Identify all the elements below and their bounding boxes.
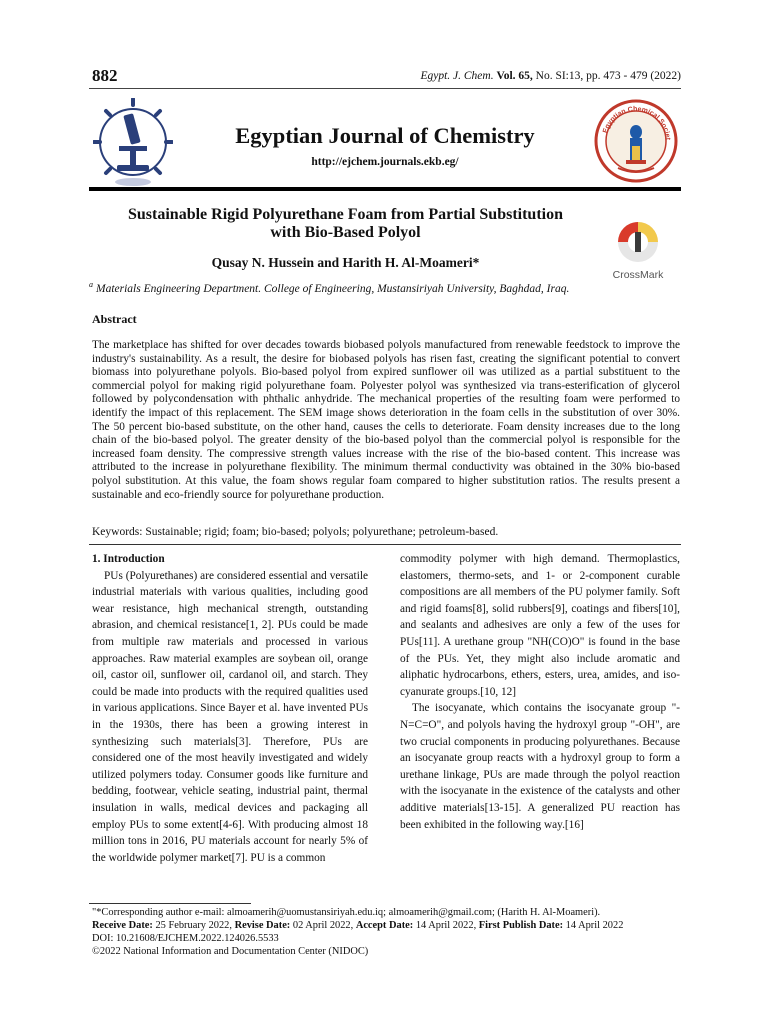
crossmark-icon: [608, 220, 668, 264]
article-title: [93, 206, 598, 242]
header-rule: [89, 88, 681, 89]
doi[interactable]: DOI: 10.21608/EJCHEM.2022.124026.5533: [92, 933, 279, 944]
abstract-separator: [89, 544, 681, 545]
abstract-text: The marketplace has shifted for over decades towards biobased polyols manufactured from renewable feedstock to improve the industry's sustainability. As a result, the desire for biobased polyols has risen fast, creating the significant potential to convert biomass into polyurethane polyols. Bio-based polyol from expired sunflower oil was utilized as a partial substituent to the commercial polyol for making rigid polyurethane foam. Polyester polyol was synthesized via trans-esterification of glycerol followed by polycondensation with phthalic anhydride. The mechanical properties of the resulting foam were performed to identify the impact of this replacement. The SEM image shows deterioration in the foam cells in the substitution of over 30%. The 50 percent bio-based substitute, on the other hand, causes the cells to deteriorate. Foam density increases due to the long chain of the bio-based polyol. The greater density of the bio-based polyol than the commercial polyol is responsible for the increased foam density. The compressive strength values increase with the rise of the bio-based content. This increase was attributed to the increase in polyurethane flexibility. The minimum thermal conductivity was obtained in the 30% bio-based polyol substitution. At this value, the foam shows regular foam compared to higher substitution ratios. The results present a sustainable and eco-friendly source for polyurethane production.: [92, 339, 680, 501]
society-logo-text: Egyptian Chemical Societ: [602, 105, 672, 141]
section-heading-introduction: 1. Introduction: [92, 553, 165, 565]
article-title-line2: with Bio-Based Polyol: [270, 224, 421, 241]
article-title-line1: Sustainable Rigid Polyurethane Foam from Partial Substitution: [128, 206, 563, 223]
article-authors: Qusay N. Hussein and Harith H. Al-Moameri*: [211, 255, 480, 270]
intro-paragraph-3: The isocyanate, which contains the isocyanate group "-N=C=O", and polyols having the hydroxyl group "-OH", are two crucial components in producing polyurethanes. Because an isocyanate group reacts with a hydroxyl group to form a urethane linkage, PUs are made through the polyol reaction with the isocyanate in the existence of the catalysts and other additive materials[13-15]. A generalized PU reaction has been exhibited in the following way.[16]: [400, 702, 680, 831]
affiliation-text: Materials Engineering Department. College of Engineering, Mustansiriyah University, Baghdad, Iraq.: [96, 282, 570, 295]
intro-paragraph-1: PUs (Polyurethanes) are considered essential and versatile industrial materials with various qualities, including good wear resistance, high mechanical strength, outstanding abrasion, and chemical resistance[1, 2]. PUs could be made from multiple raw materials and processed in various approaches. Raw material examples are soybean oil, orange oil, castor oil, sunflower oil, cardanol oil, and starch. They could be made into products with the required qualities used in various applications. Since Bayer et al. have invented PUs in the 1930s, there has been a growing interest in synthesizing such materials[3]. Therefore, PUs are considered one of the most heavily investigated and widely utilized polymers today. Consumer goods like furniture and bedding, footwear, vehicle seating, industrial paint, thermal insulation in walls, medical devices and packaging all employ PUs to some extent[4-6]. With producing almost 18 million tons in 2016, PU materials account for nearly 5% of the worldwide polymer market[7]. PU is a common: [92, 569, 368, 864]
accept-date: 14 April 2022,: [415, 920, 477, 931]
journal-title: Egyptian Journal of Chemistry: [235, 123, 535, 148]
journal-issue-pages: No. SI:13, pp. 473 - 479 (2022): [535, 70, 681, 82]
article-dates: [92, 919, 692, 932]
publish-label: First Publish Date:: [478, 920, 564, 931]
footnote: [92, 906, 692, 958]
accept-label: Accept Date:: [355, 920, 414, 931]
crossmark-badge[interactable]: [608, 220, 668, 281]
journal-reference: [420, 70, 681, 82]
revise-label: Revise Date:: [234, 920, 291, 931]
copyright: ©2022 National Information and Documentation Center (NIDOC): [92, 946, 369, 957]
header-band: [89, 187, 681, 191]
affiliation: [89, 280, 569, 295]
intro-column-right: [400, 551, 680, 833]
intro-paragraph-2: commodity polymer with high demand. Thermoplastics, elastomers, thermo-sets, and 1- or 2-component curable compositions are all members of the PU polymer family. Soft and rigid foams[8], solid rubbers[9], coatings and fibers[10], and sealants and adhesives are only a few of the uses for PUs[11]. A urethane group "NH(CO)O" is found in the base of the PUs. Yet, they might also include aromatic and aliphatic hydrocarbons, ethers, esters, urea, amides, and iso-cyanurate groups.[10, 12]: [400, 553, 680, 698]
intro-column-left: [92, 551, 368, 866]
keywords: Keywords: Sustainable; rigid; foam; bio-based; polyols; polyurethane; petroleum-based.: [92, 526, 499, 538]
corresponding-author: "*Corresponding author e-mail: almoamerih@uomustansiriyah.edu.iq; almoamerih@gmail.com; (Harith H. Al-Moameri).: [92, 907, 601, 918]
crossmark-label: CrossMark: [612, 269, 664, 281]
journal-volume: Vol. 65,: [496, 70, 533, 82]
affiliation-mark: a: [89, 280, 93, 289]
receive-date: 25 February 2022,: [155, 920, 232, 931]
publish-date: 14 April 2022: [565, 920, 624, 931]
revise-date: 02 April 2022,: [292, 920, 354, 931]
footnote-rule: [89, 903, 251, 904]
egyptian-chemical-society-logo-icon: [592, 96, 680, 186]
journal-abbrev: Egypt. J. Chem.: [420, 70, 494, 82]
receive-label: Receive Date:: [92, 920, 153, 931]
journal-url[interactable]: http://ejchem.journals.ekb.eg/: [311, 156, 459, 168]
page-number: 882: [92, 66, 118, 85]
abstract-heading: Abstract: [92, 312, 137, 326]
